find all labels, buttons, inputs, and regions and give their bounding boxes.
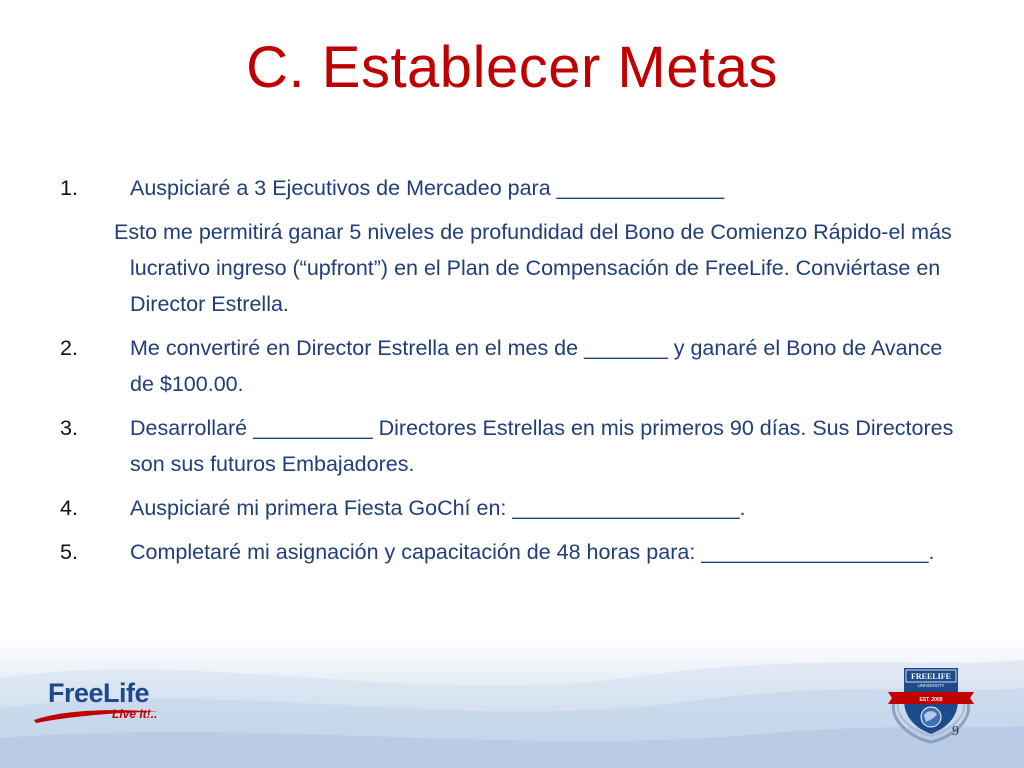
list-number: 4. xyxy=(60,496,78,520)
crest-est: EST. 2009 xyxy=(919,697,943,703)
list-text: Auspiciaré a 3 Ejecutivos de Mercadeo para ______________ xyxy=(130,176,725,200)
list-item xyxy=(60,490,970,526)
list-text: Desarrollaré __________ Directores Estrellas en mis primeros 90 días. Sus Directores son sus futuros Embajadores. xyxy=(130,416,954,476)
list-number: 3. xyxy=(60,416,78,440)
crest-name: FREELIFE xyxy=(910,672,952,681)
list-number: 2. xyxy=(60,336,78,360)
goal-list xyxy=(60,170,970,578)
list-item xyxy=(60,330,970,402)
slide-title: C. Establecer Metas xyxy=(246,35,778,100)
list-text: Auspiciaré mi primera Fiesta GoChí en: ___________________. xyxy=(130,496,746,520)
list-item xyxy=(60,170,970,206)
list-number: 1. xyxy=(60,176,78,200)
university-crest-icon xyxy=(884,660,978,744)
list-number: 5. xyxy=(60,540,78,564)
freelife-logo xyxy=(32,678,172,724)
list-text: Completaré mi asignación y capacitación de 48 horas para: ___________________. xyxy=(130,540,935,564)
list-note: Esto me permitirá ganar 5 niveles de profundidad del Bono de Comienzo Rápido-el más lucrativo ingreso (“upfront”) en el Plan de Compensación de FreeLife. Conviértase en Director Estrella. xyxy=(114,220,952,316)
list-text: Me convertiré en Director Estrella en el mes de _______ y ganaré el Bono de Avance de $100.00. xyxy=(130,336,943,396)
logo-tagline: Live It!.. xyxy=(112,707,158,721)
list-item xyxy=(60,410,970,482)
logo-brand: FreeLife xyxy=(48,678,150,708)
list-item xyxy=(60,534,970,570)
crest-subtitle: UNIVERSITY xyxy=(917,683,945,688)
page-number: 9 xyxy=(952,724,959,739)
